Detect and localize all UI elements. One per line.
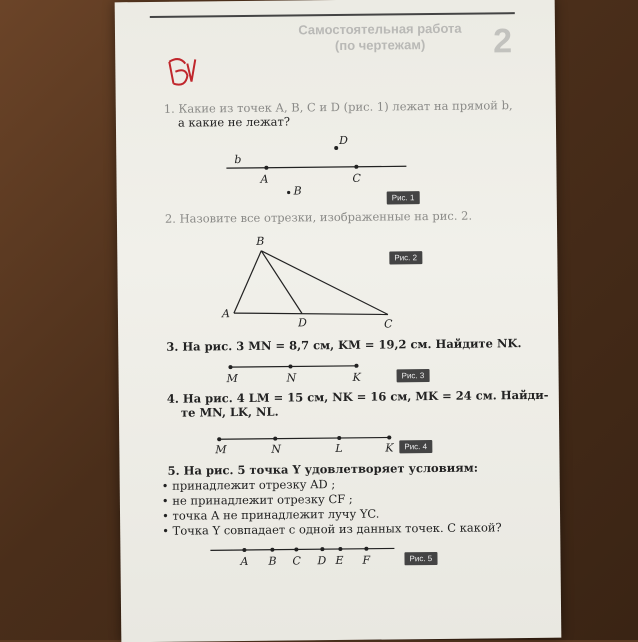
page-number: 2 (492, 22, 513, 61)
label-n: N (286, 371, 297, 385)
label-b: B (268, 554, 277, 568)
label-l: L (335, 441, 343, 456)
point-d (334, 146, 338, 150)
label-b-point: B (293, 184, 302, 198)
handwritten-grade-mark (163, 53, 199, 93)
task4-text-line2: те MN, LK, NL. (180, 404, 279, 420)
task4-question-line2 (181, 405, 279, 420)
label-d: D (339, 133, 349, 147)
label-d: D (317, 554, 327, 568)
label-d: D (297, 316, 307, 330)
label-m: M (226, 372, 238, 386)
task5-condition-4: • Точка Y совпадает с одной из данных точек. С какой? (162, 520, 502, 538)
label-n: N (271, 442, 282, 456)
point-c (294, 547, 298, 551)
task2-question: 2. Назовите все отрезки, изображенные на рис. 2. (164, 208, 473, 226)
point-l (337, 436, 341, 440)
point-e (338, 547, 342, 551)
point-n (288, 364, 292, 368)
label-k: K (352, 370, 361, 384)
header-title: Самостоятельная работа (298, 20, 462, 38)
point-b (270, 548, 274, 552)
figure-3-label: Рис. 3 (397, 369, 430, 382)
task1-question-line2: а какие не лежат? (177, 114, 291, 130)
figure-1-label: Рис. 1 (387, 191, 420, 204)
figure-5-label: Рис. 5 (404, 552, 437, 565)
point-m (217, 437, 221, 441)
segment-bd (261, 250, 302, 313)
segment-ba (233, 251, 262, 313)
label-c: C (292, 554, 302, 568)
label-f: F (362, 553, 371, 567)
line-b (226, 166, 406, 168)
task5-text: 5. На рис. 5 точка Y удовлетворяет условиям: (167, 460, 479, 478)
point-c (354, 165, 358, 169)
label-b-line: b (234, 153, 242, 167)
task4-question-line1 (167, 388, 549, 406)
task4-text-line1: 4. На рис. 4 LM = 15 см, NK = 16 см, MK = 24 см. Найди- (166, 387, 549, 406)
task3-text: 3. На рис. 3 MN = 8,7 см, KM = 19,2 см. Найдите NK. (166, 336, 522, 354)
figure-5 (208, 539, 408, 569)
point-k (387, 435, 391, 439)
task3-question (166, 336, 521, 354)
label-m: M (215, 443, 227, 457)
task1-question-line1: 1. Какие из точек A, B, C и D (рис. 1) лежат на прямой b, (163, 98, 513, 116)
label-e: E (335, 553, 344, 568)
figure-2-label: Рис. 2 (389, 251, 422, 264)
point-d (320, 547, 324, 551)
worksheet-header (285, 21, 475, 55)
label-c: C (383, 317, 393, 331)
top-rule (150, 12, 515, 18)
label-a: A (260, 172, 269, 186)
point-b (287, 191, 290, 194)
header-subtitle: (по чертежам) (334, 37, 426, 54)
worksheet-page (115, 0, 562, 642)
label-c: C (352, 171, 362, 185)
label-b: B (256, 234, 265, 248)
label-a: A (240, 554, 249, 569)
task5-condition-3: • точка A не принадлежит лучу YC. (161, 506, 380, 523)
task5-condition-1: • принадлежит отрезку AD ; (161, 477, 336, 493)
figure-4 (209, 429, 429, 461)
point-a (264, 166, 268, 170)
segment-ac (234, 311, 388, 316)
point-f (364, 547, 368, 551)
point-a (242, 548, 246, 552)
figure-4-label: Рис. 4 (399, 440, 432, 453)
segment-bc (261, 249, 388, 315)
segment-mk (217, 437, 391, 439)
segment-mk (228, 366, 358, 367)
point-k (354, 364, 358, 368)
point-m (228, 365, 232, 369)
figure-2 (217, 231, 418, 333)
point-n (273, 437, 277, 441)
figure-3 (218, 355, 388, 385)
label-k: K (385, 441, 394, 455)
task5-question (167, 461, 478, 478)
label-a: A (221, 307, 230, 321)
task5-condition-2: • не принадлежит отрезку CF ; (161, 491, 353, 508)
